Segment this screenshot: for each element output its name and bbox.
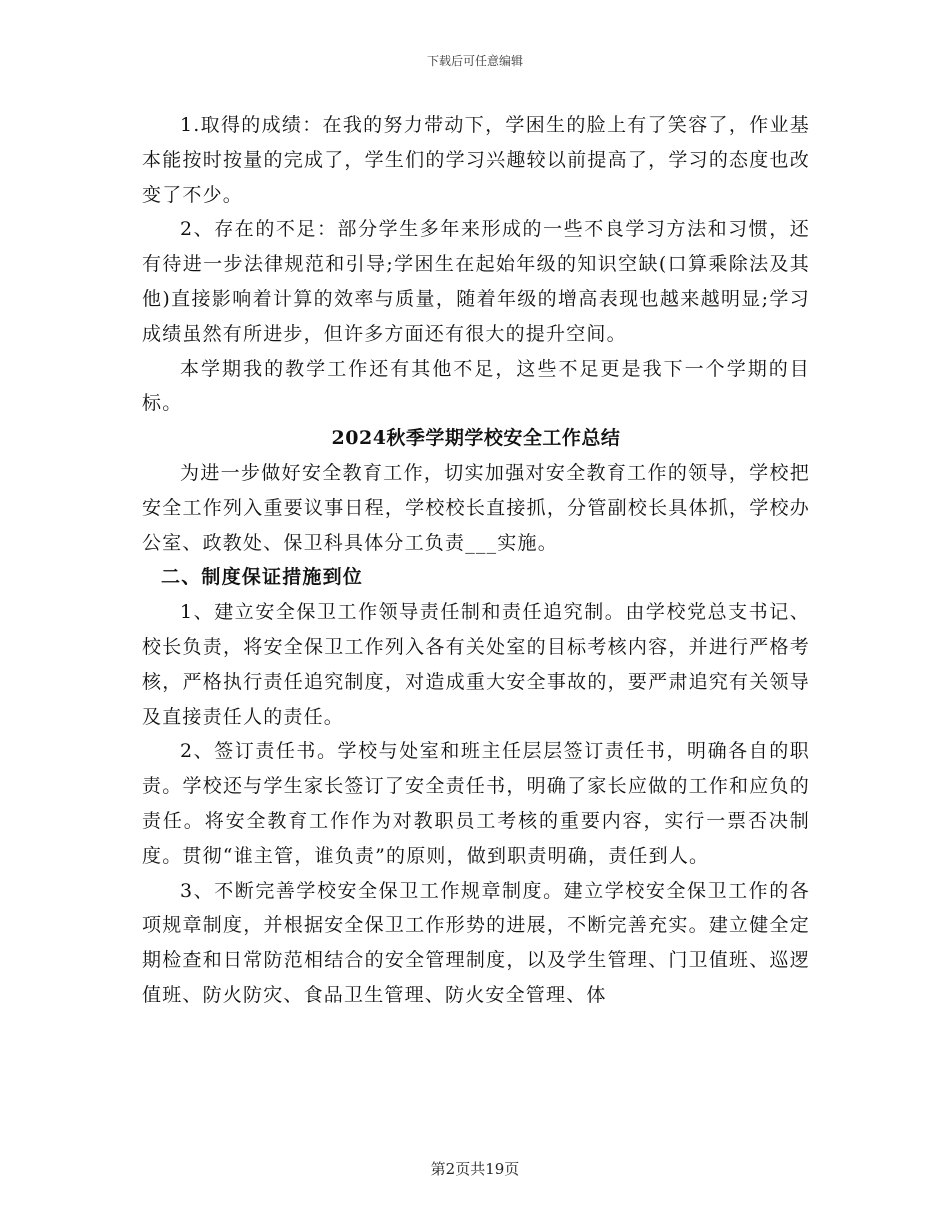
page-footer: 第2页共19页 — [430, 1160, 520, 1178]
paragraph-shortcomings: 2、存在的不足：部分学生多年来形成的一些不良学习方法和习惯，还有待进一步法律规范和引导;学困生在起始年级的知识空缺(口算乘除法及其他)直接影响着计算的效率与质量，随着年级的增高表现也越来越明显;学习成绩虽然有所进步，但许多方面还有很大的提升空间。 — [142, 218, 810, 345]
section-heading: 二、制度保证措施到位 — [161, 566, 364, 589]
paragraph-semester-goal: 本学期我的教学工作还有其他不足，这些不足更是我下一个学期的目标。 — [142, 357, 810, 415]
document-title: 2024秋季学期学校安全工作总结 — [331, 427, 621, 450]
paragraph-regulations: 3、不断完善学校安全保卫工作规章制度。建立学校安全保卫工作的各项规章制度，并根据安全保卫工作形势的进展，不断完善充实。建立健全定期检查和日常防范相结合的安全管理制度，以及学生管理、门卫值班、巡逻值班、防火防灾、食品卫生管理、防火安全管理、体 — [142, 879, 810, 1006]
paragraph-achievements: 1.取得的成绩：在我的努力带动下，学困生的脸上有了笑容了，作业基本能按时按量的完成了，学生们的学习兴趣较以前提高了，学习的态度也改变了不少。 — [142, 114, 810, 206]
paragraph-intro: 为进一步做好安全教育工作，切实加强对安全教育工作的领导，学校把安全工作列入重要议事日程，学校校长直接抓，分管副校长具体抓，学校办公室、政教处、保卫科具体分工负责___实施。 — [142, 461, 810, 554]
paragraph-responsibility-system: 1、建立安全保卫工作领导责任制和责任追究制。由学校党总支书记、校长负责，将安全保卫工作列入各有关处室的目标考核内容，并进行严格考核，严格执行责任追究制度，对造成重大安全事故的，要严肃追究有关领导及直接责任人的责任。 — [142, 601, 810, 728]
page-header: 下载后可任意编辑 — [426, 54, 523, 68]
document-body — [142, 108, 810, 1013]
paragraph-responsibility-letter: 2、签订责任书。学校与处室和班主任层层签订责任书，明确各自的职责。学校还与学生家长签订了安全责任书，明确了家长应做的工作和应负的责任。将安全教育工作作为对教职员工考核的重要内容，实行一票否决制度。贯彻“谁主管，谁负责”的原则，做到职责明确，责任到人。 — [142, 740, 810, 867]
